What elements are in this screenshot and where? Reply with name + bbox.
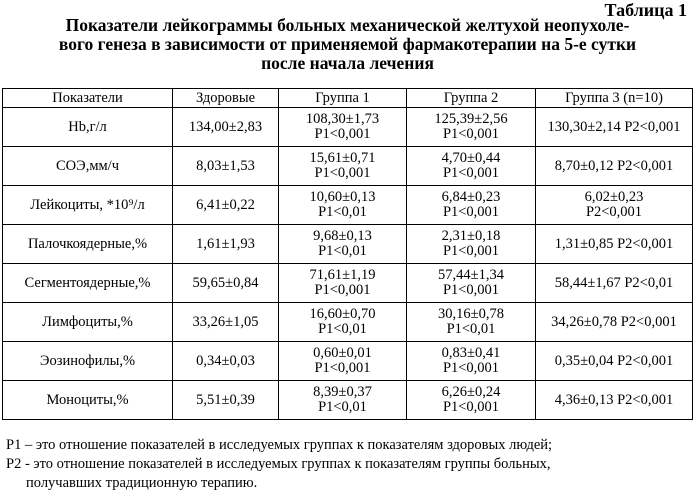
healthy-cell bbox=[173, 342, 279, 381]
indicator-cell-line: Сегментоядерные,% bbox=[24, 274, 151, 291]
group1-cell bbox=[279, 342, 407, 381]
group1-cell-line: 8,39±0,37 bbox=[313, 384, 372, 400]
title-line: после начала лечения bbox=[261, 53, 434, 73]
column-header: Группа 2 bbox=[407, 89, 536, 108]
indicator-cell bbox=[3, 342, 173, 381]
group1-cell-line: P1<0,01 bbox=[318, 204, 367, 220]
table-title bbox=[0, 16, 695, 73]
group1-cell-line: 15,61±0,71 bbox=[309, 150, 376, 166]
group3-cell-line: 58,44±1,67 P2<0,01 bbox=[554, 274, 674, 291]
column-header: Здоровые bbox=[173, 89, 279, 108]
indicator-cell-line: Лимфоциты,% bbox=[42, 313, 133, 330]
group1-cell bbox=[279, 186, 407, 225]
group2-cell-line: 2,31±0,18 bbox=[441, 228, 501, 244]
group3-cell-line: 0,35±0,04 P2<0,001 bbox=[554, 352, 674, 369]
group3-cell-line: 6,02±0,23 bbox=[584, 189, 644, 205]
group1-cell bbox=[279, 225, 407, 264]
healthy-cell bbox=[173, 303, 279, 342]
indicator-cell bbox=[3, 147, 173, 186]
group1-cell-line: 10,60±0,13 bbox=[309, 189, 376, 205]
group2-cell-line: 6,84±0,23 bbox=[441, 189, 501, 205]
group1-cell-line: P1<0,001 bbox=[314, 126, 371, 142]
group3-cell-line: 4,36±0,13 P2<0,001 bbox=[554, 391, 674, 408]
group3-cell bbox=[536, 225, 693, 264]
healthy-cell bbox=[173, 225, 279, 264]
table-row bbox=[3, 342, 693, 381]
table-row bbox=[3, 108, 693, 147]
group2-cell-line: 0,83±0,41 bbox=[441, 345, 501, 361]
healthy-cell-line: 33,26±1,05 bbox=[192, 313, 259, 330]
group2-cell-line: P1<0,001 bbox=[442, 165, 500, 181]
group2-cell-line: P1<0,001 bbox=[442, 204, 500, 220]
healthy-cell bbox=[173, 264, 279, 303]
group3-cell bbox=[536, 342, 693, 381]
healthy-cell bbox=[173, 381, 279, 420]
group3-cell bbox=[536, 186, 693, 225]
table-row bbox=[3, 303, 693, 342]
healthy-cell bbox=[173, 147, 279, 186]
footnote: P1 – это отношение показателей в исследуемых группах к показателям здоровых людей; bbox=[6, 437, 553, 453]
group1-cell-line: 0,60±0,01 bbox=[313, 345, 372, 361]
healthy-cell-line: 1,61±1,93 bbox=[196, 235, 255, 252]
table-row bbox=[3, 381, 693, 420]
group1-cell-line: P1<0,001 bbox=[314, 282, 371, 298]
group1-cell-line: 108,30±1,73 bbox=[305, 111, 380, 127]
group3-cell bbox=[536, 108, 693, 147]
healthy-cell-line: 134,00±2,83 bbox=[188, 118, 263, 135]
group1-cell-line: P1<0,01 bbox=[318, 399, 367, 415]
group2-cell-line: P1<0,01 bbox=[446, 321, 496, 337]
group2-cell-line: P1<0,001 bbox=[442, 126, 500, 142]
indicator-cell-line: Моноциты,% bbox=[46, 391, 129, 408]
table-row bbox=[3, 186, 693, 225]
indicator-cell bbox=[3, 225, 173, 264]
indicator-cell bbox=[3, 303, 173, 342]
indicator-cell-line: СОЭ,мм/ч bbox=[55, 157, 119, 174]
group2-cell bbox=[407, 303, 536, 342]
group3-cell-line: 8,70±0,12 P2<0,001 bbox=[554, 157, 674, 174]
group3-cell-line: 1,31±0,85 P2<0,001 bbox=[554, 235, 674, 252]
table-row bbox=[3, 264, 693, 303]
group2-cell-line: P1<0,001 bbox=[442, 282, 500, 298]
group2-cell bbox=[407, 186, 536, 225]
group3-cell-line: 34,26±0,78 P2<0,001 bbox=[551, 313, 677, 330]
group3-cell-line: P2<0,001 bbox=[585, 204, 643, 220]
group2-cell-line: 4,70±0,44 bbox=[441, 150, 501, 166]
column-header: Группа 1 bbox=[279, 89, 407, 108]
group2-cell bbox=[407, 147, 536, 186]
group2-cell-line: 125,39±2,56 bbox=[434, 111, 508, 127]
indicator-cell-line: Hb,г/л bbox=[68, 118, 107, 135]
table-row bbox=[3, 225, 693, 264]
healthy-cell-line: 59,65±0,84 bbox=[192, 274, 259, 291]
group3-cell bbox=[536, 264, 693, 303]
group2-cell bbox=[407, 225, 536, 264]
title-line: Показатели лейкограммы больных механической желтухой неопухоле- bbox=[65, 15, 630, 35]
table-row bbox=[3, 147, 693, 186]
group3-cell bbox=[536, 381, 693, 420]
group1-cell-line: 16,60±0,70 bbox=[309, 306, 376, 322]
group1-cell bbox=[279, 108, 407, 147]
footnote: P2 - это отношение показателей в исследуемых группах к показателям группы больных, bbox=[6, 456, 551, 472]
healthy-cell-line: 6,41±0,22 bbox=[196, 196, 255, 213]
group2-cell bbox=[407, 108, 536, 147]
group1-cell-line: P1<0,01 bbox=[318, 321, 367, 337]
group2-cell-line: 30,16±0,78 bbox=[438, 306, 504, 322]
indicator-cell-line: Палочкоядерные,% bbox=[27, 235, 148, 252]
group1-cell bbox=[279, 381, 407, 420]
group3-cell bbox=[536, 147, 693, 186]
indicator-cell bbox=[3, 186, 173, 225]
table-header-row bbox=[3, 89, 693, 108]
group2-cell-line: P1<0,001 bbox=[442, 243, 500, 259]
group1-cell-line: 71,61±1,19 bbox=[309, 267, 376, 283]
group1-cell bbox=[279, 147, 407, 186]
leukogram-table bbox=[2, 88, 693, 420]
healthy-cell-line: 8,03±1,53 bbox=[196, 157, 255, 174]
group3-cell-line: 130,30±2,14 P2<0,001 bbox=[547, 118, 681, 135]
group2-cell-line: 6,26±0,24 bbox=[441, 384, 501, 400]
group2-cell-line: P1<0,001 bbox=[442, 360, 500, 376]
indicator-cell bbox=[3, 264, 173, 303]
footnote: получавших традиционную терапию. bbox=[26, 475, 258, 491]
indicator-cell-line: Эозинофилы,% bbox=[39, 352, 136, 369]
group2-cell-line: P1<0,001 bbox=[442, 399, 500, 415]
indicator-cell bbox=[3, 108, 173, 147]
indicator-cell bbox=[3, 381, 173, 420]
group1-cell-line: 9,68±0,13 bbox=[313, 228, 372, 244]
table-label: Таблица 1 bbox=[604, 0, 687, 20]
group2-cell bbox=[407, 342, 536, 381]
group2-cell-line: 57,44±1,34 bbox=[438, 267, 504, 283]
group1-cell bbox=[279, 264, 407, 303]
group1-cell-line: P1<0,001 bbox=[314, 360, 371, 376]
column-header: Группа 3 (n=10) bbox=[536, 89, 693, 108]
title-line: вого генеза в зависимости от применяемой фармакотерапии на 5-е сутки bbox=[58, 34, 637, 54]
group1-cell-line: P1<0,001 bbox=[314, 165, 371, 181]
healthy-cell-line: 0,34±0,03 bbox=[196, 352, 255, 369]
indicator-cell-line: Лейкоциты, *10⁹/л bbox=[30, 196, 145, 213]
healthy-cell-line: 5,51±0,39 bbox=[196, 391, 255, 408]
column-header: Показатели bbox=[3, 89, 173, 108]
table-body bbox=[3, 108, 693, 420]
group2-cell bbox=[407, 264, 536, 303]
healthy-cell bbox=[173, 108, 279, 147]
group1-cell-line: P1<0,01 bbox=[318, 243, 367, 259]
group1-cell bbox=[279, 303, 407, 342]
footnotes bbox=[6, 436, 691, 493]
healthy-cell bbox=[173, 186, 279, 225]
group3-cell bbox=[536, 303, 693, 342]
group2-cell bbox=[407, 381, 536, 420]
